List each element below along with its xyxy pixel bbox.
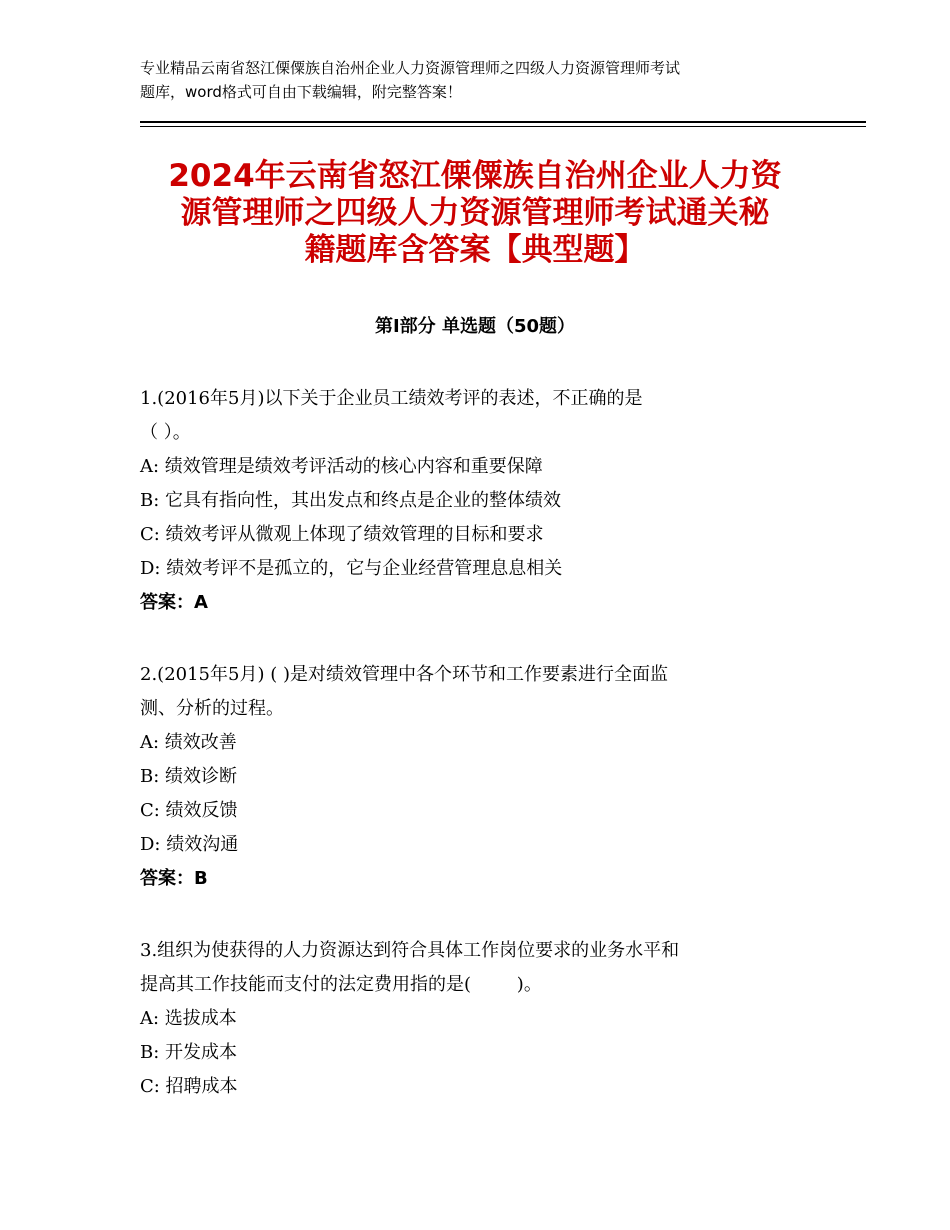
option-c: C: 绩效考评从微观上体现了绩效管理的目标和要求: [140, 524, 544, 545]
header-divider-thin: [140, 126, 866, 127]
document-title-line-2: 源管理师之四级人力资源管理师考试通关秘: [180, 195, 770, 231]
option-b: B: 开发成本: [140, 1042, 238, 1063]
question-2: [140, 658, 820, 896]
question-list: [140, 382, 820, 1104]
option-c: C: 绩效反馈: [140, 800, 238, 821]
header-note-line-1: 专业精品云南省怒江傈僳族自治州企业人力资源管理师之四级人力资源管理师考试: [140, 59, 681, 77]
header-divider-thick: [140, 121, 866, 123]
document-title-line-3: 籍题库含答案【典型题】: [304, 232, 646, 268]
option-a: A: 绩效改善: [140, 732, 237, 753]
answer: 答案：A: [140, 592, 208, 613]
option-c: C: 招聘成本: [140, 1076, 238, 1097]
question-stem-line: 测、分析的过程。: [140, 698, 284, 719]
question-stem-line: 3.组织为使获得的人力资源达到符合具体工作岗位要求的业务水平和: [140, 940, 680, 961]
header-note: [140, 56, 820, 104]
document-title-line-1: 2024年云南省怒江傈僳族自治州企业人力资: [168, 158, 782, 194]
option-b: B: 它具有指向性，其出发点和终点是企业的整体绩效: [140, 490, 562, 511]
option-a: A: 绩效管理是绩效考评活动的核心内容和重要保障: [140, 456, 543, 477]
question-stem-line: 1.(2016年5月)以下关于企业员工绩效考评的表述，不正确的是: [140, 388, 643, 409]
question-stem-line: 2.(2015年5月) ( )是对绩效管理中各个环节和工作要素进行全面监: [140, 664, 668, 685]
answer: 答案：B: [140, 868, 208, 889]
option-d: D: 绩效沟通: [140, 834, 239, 855]
document-title: [100, 158, 850, 269]
option-d: D: 绩效考评不是孤立的，它与企业经营管理息息相关: [140, 558, 563, 579]
question-1: [140, 382, 820, 620]
header-note-line-2: 题库，word格式可自由下载编辑，附完整答案！: [140, 83, 462, 101]
option-a: A: 选拔成本: [140, 1008, 237, 1029]
question-stem-line: 提高其工作技能而支付的法定费用指的是( )。: [140, 974, 542, 995]
question-stem-line: （ ）。: [140, 422, 191, 443]
section-heading: 第Ⅰ部分 单选题（50题）: [374, 316, 575, 337]
option-b: B: 绩效诊断: [140, 766, 238, 787]
question-3: [140, 934, 820, 1104]
